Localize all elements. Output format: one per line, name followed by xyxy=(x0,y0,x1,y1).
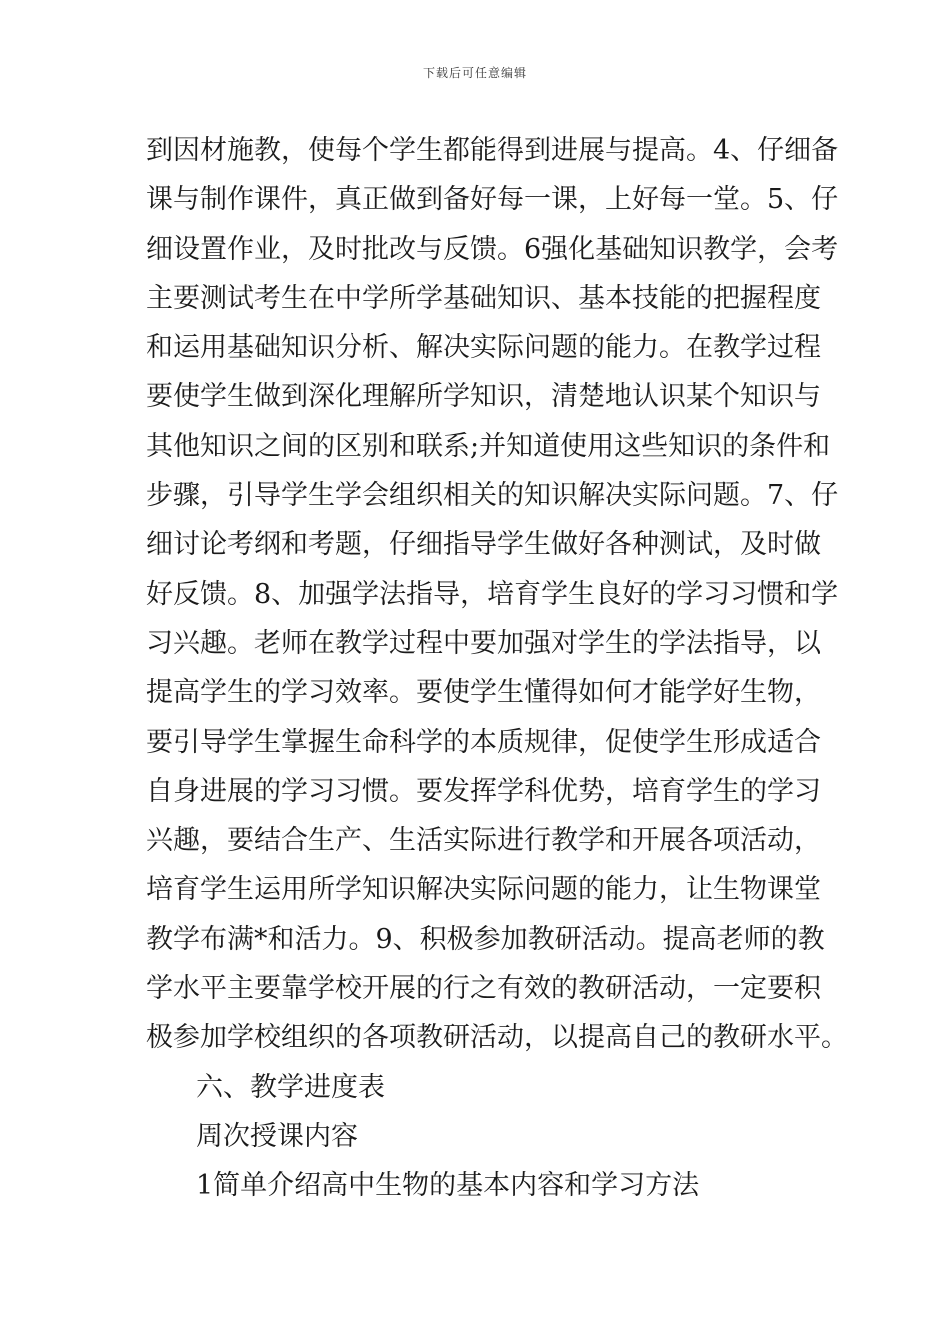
body-line: 提高学生的学习效率。要使学生懂得如何才能学好生物， xyxy=(146,677,821,709)
body-line: 好反馈。8、加强学法指导，培育学生良好的学习习惯和学 xyxy=(146,578,839,610)
body-line: 步骤，引导学生学会组织相关的知识解决实际问题。7、仔 xyxy=(146,480,839,512)
table-row: 1简单介绍高中生物的基本内容和学习方法 xyxy=(196,1170,700,1202)
body-line: 和运用基础知识分析、解决实际问题的能力。在教学过程 xyxy=(146,332,821,364)
body-line: 细设置作业，及时批改与反馈。6强化基础知识教学，会考 xyxy=(146,233,839,265)
body-line: 到因材施教，使每个学生都能得到进展与提高。4、仔细备 xyxy=(146,135,839,166)
body-line: 主要测试考生在中学所学基础知识、基本技能的把握程度 xyxy=(146,282,821,314)
body-line: 兴趣，要结合生产、生活实际进行教学和开展各项活动， xyxy=(146,825,821,857)
body-line: 细讨论考纲和考题，仔细指导学生做好各种测试，及时做 xyxy=(146,529,821,561)
document-body xyxy=(146,126,848,1211)
body-line: 教学布满*和活力。9、积极参加教研活动。提高老师的教 xyxy=(146,923,825,955)
body-line: 课与制作课件，真正做到备好每一课，上好每一堂。5、仔 xyxy=(146,184,839,216)
body-line: 极参加学校组织的各项教研活动，以提高自己的教研水平。 xyxy=(146,1022,848,1054)
page-header: 下载后可任意编辑 xyxy=(422,66,527,80)
section-heading: 六、教学进度表 xyxy=(196,1071,385,1103)
table-header: 周次授课内容 xyxy=(196,1120,358,1152)
body-line: 习兴趣。老师在教学过程中要加强对学生的学法指导，以 xyxy=(146,627,821,659)
body-line: 要使学生做到深化理解所学知识，清楚地认识某个知识与 xyxy=(146,381,821,413)
body-line: 自身进展的学习习惯。要发挥学科优势，培育学生的学习 xyxy=(146,775,821,807)
body-line: 学水平主要靠学校开展的行之有效的教研活动，一定要积 xyxy=(146,973,821,1005)
body-line: 要引导学生掌握生命科学的本质规律，促使学生形成适合 xyxy=(146,726,821,758)
body-line: 培育学生运用所学知识解决实际问题的能力，让生物课堂 xyxy=(146,874,821,906)
body-line: 其他知识之间的区别和联系;并知道使用这些知识的条件和 xyxy=(146,430,831,462)
